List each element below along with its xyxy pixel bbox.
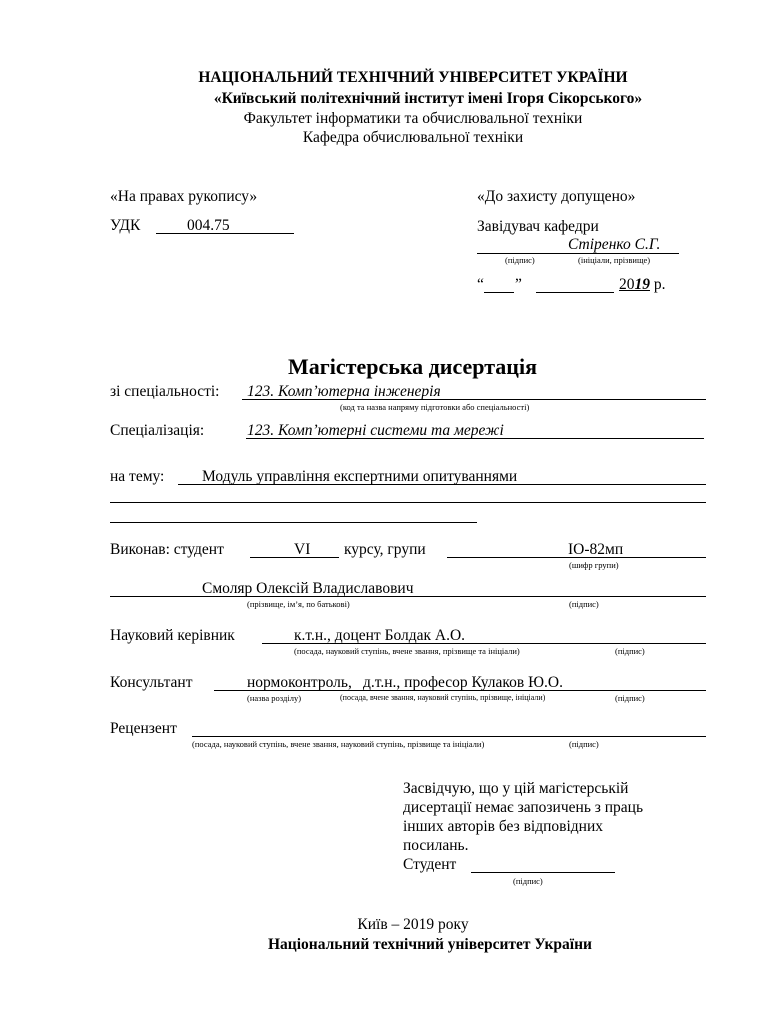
topic-value: Модуль управління експертними опитуваннями xyxy=(202,468,518,485)
university-name: НАЦІОНАЛЬНИЙ ТЕХНІЧНИЙ УНІВЕРСИТЕТ УКРАЇНИ xyxy=(198,69,628,86)
group-caption: (шифр групи) xyxy=(569,560,619,570)
group-value: ІО-82мп xyxy=(568,541,624,558)
specialization-value: 123. Комп’ютерні системи та мережі xyxy=(247,422,504,439)
supervisor-sign-caption: (підпис) xyxy=(615,646,645,656)
admitted-note: «До захисту допущено» xyxy=(477,188,636,205)
specialization-label: Спеціалізація: xyxy=(110,422,205,439)
student-sign-caption: (підпис) xyxy=(569,599,599,609)
course-label: курсу, групи xyxy=(344,541,426,558)
consultant-value: д.т.н., професор Кулаков Ю.О. xyxy=(363,674,563,691)
udk-value: 004.75 xyxy=(187,217,230,234)
head-initials-caption: (ініціали, прізвище) xyxy=(578,255,651,265)
consultant-section-caption: (назва розділу) xyxy=(247,693,302,703)
specialty-label: зі спеціальності: xyxy=(110,383,220,400)
performed-label: Виконав: студент xyxy=(110,541,224,558)
head-label: Завідувач кафедри xyxy=(477,218,599,235)
student-name: Смоляр Олексій Владиславович xyxy=(202,580,414,597)
consultant-caption: (посада, вчене звання, науковий ступінь, прізвище, ініціали) xyxy=(340,693,546,702)
date-day-underline xyxy=(484,292,514,293)
faculty-name: Факультет інформатики та обчислювальної техніки xyxy=(243,110,583,127)
year-suffix: 19 xyxy=(634,276,650,293)
supervisor-caption: (посада, науковий ступінь, вчене звання, прізвище та ініціали) xyxy=(294,646,520,656)
reviewer-label: Рецензент xyxy=(110,720,177,737)
footer-university: Національний технічний університет України xyxy=(268,936,592,953)
department-name: Кафедра обчислювальної техніки xyxy=(302,129,524,146)
city-year: Київ – 2019 року xyxy=(357,916,469,933)
declaration-student-label: Студент xyxy=(403,856,457,873)
consultant-label: Консультант xyxy=(110,674,193,691)
declaration-line-3: інших авторів без відповідних xyxy=(403,818,603,835)
institute-name: «Київський політехнічний інститут імені Ігоря Сікорського» xyxy=(213,90,643,107)
thesis-title: Магістерська дисертація xyxy=(288,354,537,379)
course-value: VI xyxy=(294,541,311,558)
specialty-value: 123. Комп’ютерна інженерія xyxy=(247,383,441,400)
reviewer-underline xyxy=(192,736,706,737)
topic-underline-2 xyxy=(110,502,706,503)
declaration-sign-caption: (підпис) xyxy=(513,876,543,886)
supervisor-label: Науковий керівник xyxy=(110,627,235,644)
head-signature-caption: (підпис) xyxy=(505,255,535,265)
consultant-sign-caption: (підпис) xyxy=(615,693,645,703)
consultant-section: нормоконтроль, xyxy=(247,674,352,691)
manuscript-note: «На правах рукопису» xyxy=(110,188,258,205)
specialty-caption: (код та назва напряму підготовки або спеціальності) xyxy=(340,402,530,412)
topic-label: на тему: xyxy=(110,468,165,485)
year-prefix: 20 xyxy=(619,276,635,293)
declaration-line-1: Засвідчую, що у цій магістерській xyxy=(403,780,629,797)
date-year xyxy=(619,276,666,294)
date-quote-close: ” xyxy=(515,276,522,293)
reviewer-caption: (посада, науковий ступінь, вчене звання, науковий ступінь, прізвище та ініціали) xyxy=(192,739,485,749)
supervisor-value: к.т.н., доцент Болдак А.О. xyxy=(294,627,466,644)
declaration-sign-underline xyxy=(471,872,615,873)
udk-label: УДК xyxy=(110,217,141,234)
head-name: Стіренко С.Г. xyxy=(568,236,661,253)
date-quote-open: “ xyxy=(477,276,484,293)
declaration-line-2: дисертації немає запозичень з праць xyxy=(403,799,644,816)
reviewer-sign-caption: (підпис) xyxy=(569,739,599,749)
date-month-underline xyxy=(536,292,614,293)
year-unit: р. xyxy=(653,276,666,293)
topic-underline-3 xyxy=(110,522,477,523)
declaration-line-4: посилань. xyxy=(403,837,469,854)
student-caption: (прізвище, ім’я, по батькові) xyxy=(247,599,350,609)
